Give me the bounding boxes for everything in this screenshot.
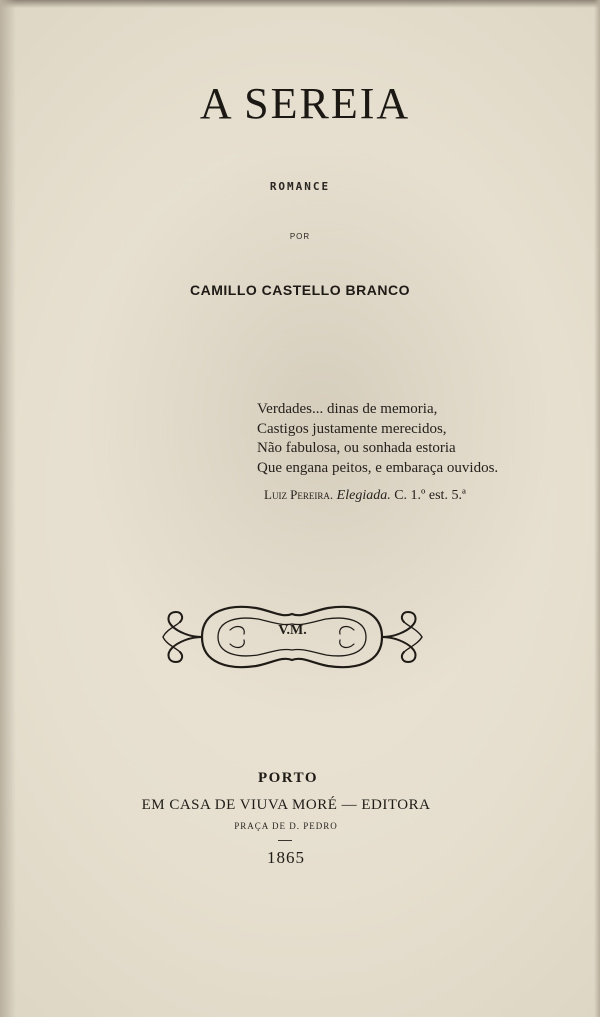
imprint-publisher: EM CASA DE VIUVA MORÉ — EDITORA xyxy=(141,797,431,813)
author-name: CAMILLO CASTELLO BRANCO xyxy=(190,282,410,298)
divider-rule xyxy=(278,840,292,841)
by-label: POR xyxy=(289,232,311,241)
publisher-monogram: V.M. xyxy=(278,623,307,638)
genre-label: ROMANCE xyxy=(269,180,331,193)
epigraph xyxy=(257,400,587,478)
epigraph-author: Luiz Pereira. xyxy=(264,487,334,502)
page-edge-top xyxy=(0,0,600,8)
imprint-address: PRAÇA DE D. PEDRO xyxy=(234,821,338,831)
epigraph-attribution xyxy=(264,487,584,504)
imprint-year: 1865 xyxy=(267,848,305,867)
epigraph-line: Que engana peitos, e embaraça ouvidos. xyxy=(257,459,499,476)
epigraph-line: Não fabulosa, ou sonhada estoria xyxy=(257,440,456,456)
epigraph-work: Elegiada. xyxy=(336,488,391,503)
epigraph-line: Castigos justamente merecidos, xyxy=(257,420,447,437)
epigraph-reference: C. 1.º est. 5.ª xyxy=(394,488,466,503)
epigraph-line: Verdades... dinas de memoria, xyxy=(257,401,438,417)
book-title: A SEREIA xyxy=(199,79,411,128)
page-edge-right xyxy=(594,0,600,1017)
imprint-city: PORTO xyxy=(257,770,319,786)
